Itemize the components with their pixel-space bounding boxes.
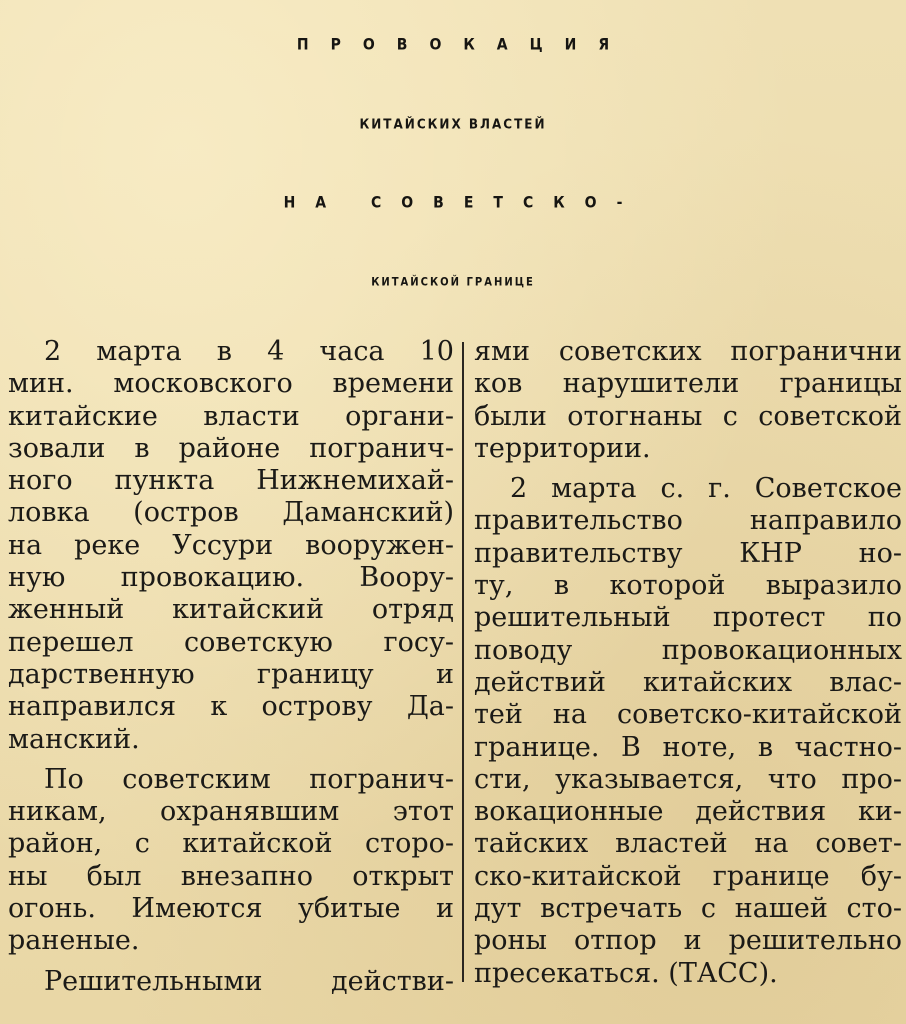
text-line: были отогнаны с советской xyxy=(474,400,902,432)
paragraph-gap xyxy=(8,958,454,966)
headline-line-1: ПРОВОКАЦИЯ xyxy=(296,35,632,54)
text-line: По советским погранич- xyxy=(44,763,454,795)
paragraph-3 xyxy=(8,966,454,998)
text-line: на реке Уссури вооружен- xyxy=(8,529,454,561)
text-line: тей на советско-китайской xyxy=(474,699,902,731)
paragraph-gap xyxy=(474,465,902,473)
text-line: ловка (остров Даманский) xyxy=(8,497,454,529)
text-line: правительство направило xyxy=(474,505,902,537)
text-line: 2 марта в 4 часа 10 xyxy=(44,336,454,367)
column-divider xyxy=(462,342,464,982)
text-line: пресекаться. (ТАСС). xyxy=(474,957,778,989)
text-line: китайские власти органи- xyxy=(8,400,454,432)
text-line: границе. В ноте, в частно- xyxy=(474,731,902,763)
headline-line-3: НА СОВЕТСКО- xyxy=(283,193,643,212)
text-line: тайских властей на совет- xyxy=(474,828,902,860)
text-line: роны отпор и решительно xyxy=(474,925,902,957)
text-line: манский. xyxy=(8,723,140,755)
text-line: зовали в районе погранич- xyxy=(8,432,454,464)
text-line: огонь. Имеются убитые и xyxy=(8,893,454,925)
headline-line-2: КИТАЙСКИХ ВЛАСТЕЙ xyxy=(359,116,547,132)
text-line: женный китайский отряд xyxy=(8,594,454,626)
paragraph-4 xyxy=(474,473,902,990)
text-line: дут встречать с нашей сто- xyxy=(474,893,902,925)
text-line: территории. xyxy=(474,432,651,464)
paragraph-3-continued xyxy=(474,336,902,465)
text-line: действий китайских влас- xyxy=(474,666,902,698)
text-line: ями советских погранични xyxy=(474,336,902,367)
text-line: решительный протест по xyxy=(474,602,902,634)
text-line: мин. московского времени xyxy=(8,368,454,400)
headline xyxy=(0,6,906,322)
article-column-right xyxy=(474,336,902,990)
text-line: никам, охранявшим этот xyxy=(8,796,454,828)
text-line: ско-китайской границе бу- xyxy=(474,860,902,892)
text-line: перешел советскую госу- xyxy=(8,626,454,658)
headline-line-4: КИТАЙСКОЙ ГРАНИЦЕ xyxy=(371,276,535,289)
text-line: ту, в которой выразило xyxy=(474,570,902,602)
text-line: 2 марта с. г. Советское xyxy=(510,473,902,505)
text-line: сти, указывается, что про- xyxy=(474,763,902,795)
text-line: ного пункта Нижнемихай- xyxy=(8,465,454,497)
text-line: направился к острову Да- xyxy=(8,691,454,723)
paragraph-gap xyxy=(8,756,454,764)
text-line: правительству КНР но- xyxy=(474,537,902,569)
text-line: Решительными действи- xyxy=(44,965,454,997)
text-line: ков нарушители границы xyxy=(474,368,902,400)
text-line: ную провокацию. Воору- xyxy=(8,562,454,594)
text-line: поводу провокационных xyxy=(474,634,902,666)
paragraph-1 xyxy=(8,336,454,756)
paragraph-2 xyxy=(8,764,454,958)
article-column-left xyxy=(8,336,454,998)
text-line: район, с китайской сторо- xyxy=(8,828,454,860)
text-line: раненые. xyxy=(8,925,140,957)
text-line: дарственную границу и xyxy=(8,658,454,690)
text-line: вокационные действия ки- xyxy=(474,796,902,828)
text-line: ны был внезапно открыт xyxy=(8,860,454,892)
